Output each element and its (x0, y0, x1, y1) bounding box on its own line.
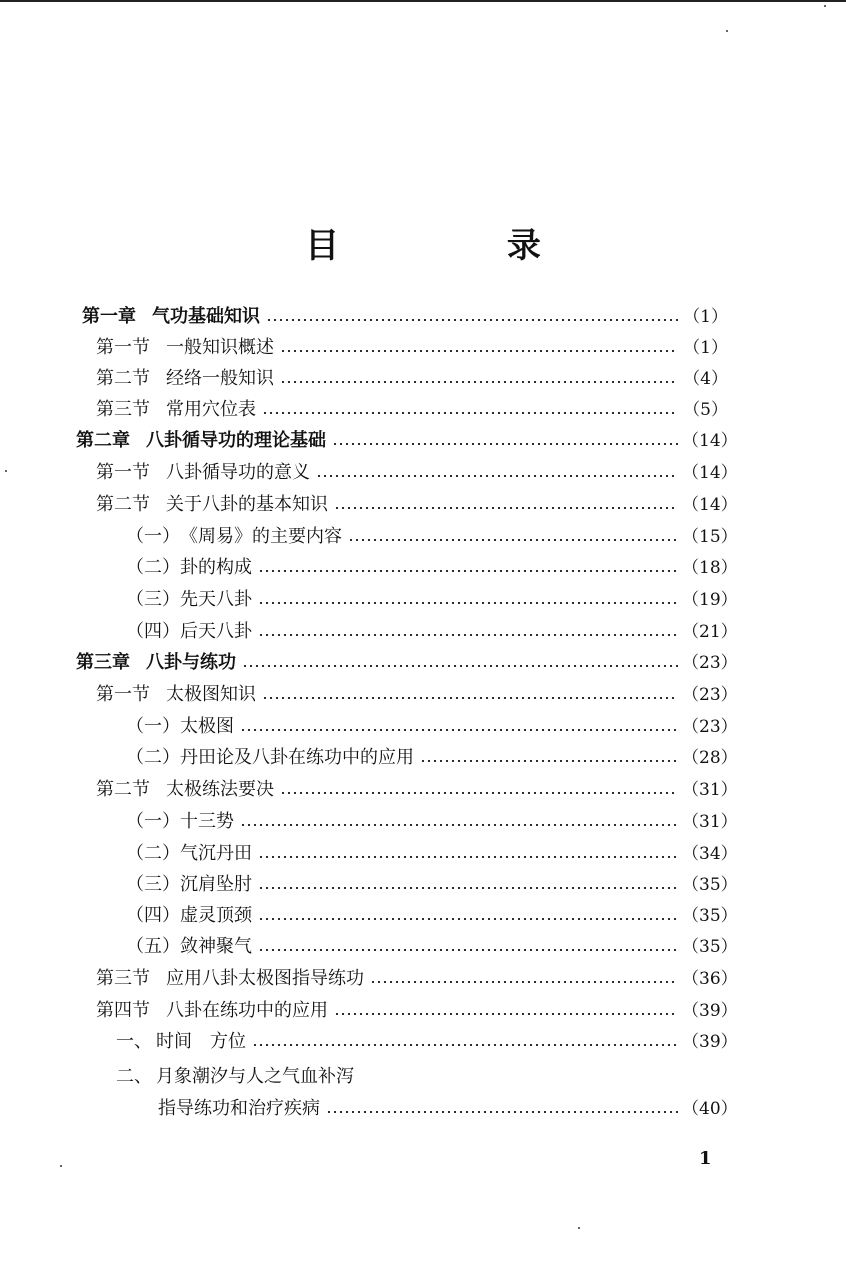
dot-leader (334, 507, 678, 509)
toc-entry-number: 一、 (116, 1031, 152, 1052)
dot-leader (280, 792, 678, 794)
toc-entry-number: 第二节 (96, 779, 150, 800)
toc-entry (96, 490, 738, 520)
toc-entry-text: 经络一般知识 (166, 368, 274, 389)
toc-page-number: （31） (682, 812, 738, 832)
dot-leader (420, 760, 678, 762)
toc-page-number: （36） (682, 969, 738, 989)
toc-entry-text: 后天八卦 (180, 621, 252, 642)
dot-leader (242, 665, 678, 667)
dot-leader (258, 856, 678, 858)
toc-entry-label (96, 364, 274, 394)
toc-entry-number: 第三节 (96, 968, 150, 989)
toc-entry-label (82, 302, 260, 332)
scan-speck (5, 470, 7, 472)
dot-leader (262, 412, 678, 414)
toc-page-number: （40） (682, 1099, 738, 1119)
dot-leader (258, 570, 678, 572)
toc-entry-number: 第三章 (76, 652, 130, 673)
toc-entry-label (76, 648, 236, 678)
toc-page-number: （39） (682, 1001, 738, 1021)
toc-entry-text: 卦的构成 (180, 557, 252, 578)
toc-entry-label (96, 964, 364, 994)
toc-entry-label (116, 1027, 246, 1057)
toc-page-number: （31） (682, 780, 738, 800)
toc-entry-label (126, 553, 252, 583)
toc-entry (126, 807, 738, 837)
toc-entry-number: （二） (126, 747, 180, 768)
toc-entry (96, 364, 728, 394)
toc-entry (126, 839, 738, 869)
toc-entry-number: 第一章 (82, 306, 136, 327)
toc-entry (96, 775, 738, 805)
scan-speck (824, 5, 826, 7)
dot-leader (258, 949, 678, 951)
dot-leader (348, 539, 678, 541)
page-title: 目 录 (305, 226, 619, 266)
dot-leader (258, 887, 678, 889)
toc-entry-text: 十三势 (180, 811, 234, 832)
toc-entry (126, 585, 738, 615)
toc-entry-number: 第二章 (76, 430, 130, 451)
toc-entry-text: 时间 方位 (156, 1031, 246, 1052)
toc-entry-number: 第二节 (96, 494, 150, 515)
dot-leader (334, 1013, 678, 1015)
toc-entry-number: 第四节 (96, 1000, 150, 1021)
toc-entry-label (96, 458, 310, 488)
toc-entry-label (126, 617, 252, 647)
toc-page-number: （23） (682, 685, 738, 705)
toc-entry-text: 指导练功和治疗疾病 (158, 1098, 320, 1119)
dot-leader (332, 443, 678, 445)
toc-page-number: （15） (682, 527, 738, 547)
toc-entry (126, 617, 738, 647)
toc-entry-text: 敛神聚气 (180, 936, 252, 957)
toc-entry-text: 关于八卦的基本知识 (166, 494, 328, 515)
toc-entry-number: （一） (126, 526, 180, 547)
toc-entry-number: （一） (126, 811, 180, 832)
toc-entry (126, 932, 738, 962)
toc-page-number: （5） (683, 400, 728, 420)
toc-entry (126, 712, 738, 742)
toc-entry-label (76, 426, 326, 456)
toc-page-number: （21） (682, 622, 738, 642)
toc-entry-label (126, 932, 252, 962)
toc-entry (96, 395, 728, 425)
toc-entry-label (126, 585, 252, 615)
dot-leader (240, 729, 678, 731)
toc-entry-number: （二） (126, 843, 180, 864)
toc-entry-text: 气功基础知识 (152, 306, 260, 327)
toc-entry-text: 八卦与练功 (146, 652, 236, 673)
toc-entry (96, 964, 738, 994)
toc-entry-label (126, 839, 252, 869)
toc-page-number: （39） (682, 1032, 738, 1052)
toc-entry-label (126, 522, 342, 552)
toc-page-number: （19） (682, 590, 738, 610)
toc-entry (126, 870, 738, 900)
scan-speck (726, 30, 728, 32)
toc-entry-label (96, 680, 256, 710)
toc-page-number: （35） (682, 906, 738, 926)
toc-entry-number: （五） (126, 936, 180, 957)
toc-entry (116, 1062, 728, 1092)
toc-page-number: （14） (682, 463, 738, 483)
toc-entry (158, 1094, 738, 1124)
toc-entry-number: （四） (126, 621, 180, 642)
toc-entry-text: 常用穴位表 (166, 399, 256, 420)
toc-entry-number: （一） (126, 716, 180, 737)
toc-entry-text: 太极练法要决 (166, 779, 274, 800)
scan-speck (60, 1165, 62, 1167)
toc-entry-number: 第一节 (96, 337, 150, 358)
toc-page-number: （18） (682, 558, 738, 578)
toc-entry-label (96, 395, 256, 425)
toc-entry-label (158, 1094, 320, 1124)
toc-entry-label (96, 490, 328, 520)
toc-page-number: （14） (682, 495, 738, 515)
toc-entry (126, 743, 738, 773)
dot-leader (360, 1079, 678, 1081)
toc-entry-label (126, 743, 414, 773)
toc-entry (96, 333, 728, 363)
dot-leader (370, 981, 678, 983)
toc-page-number: （1） (683, 307, 728, 327)
dot-leader (316, 475, 678, 477)
toc-entry-label (126, 870, 252, 900)
dot-leader (266, 319, 678, 321)
dot-leader (252, 1044, 678, 1046)
toc-entry-number: 第一节 (96, 462, 150, 483)
dot-leader (240, 824, 678, 826)
toc-entry-text: 《周易》的主要内容 (180, 526, 342, 547)
toc-entry (96, 680, 738, 710)
dot-leader (280, 350, 678, 352)
dot-leader (280, 381, 678, 383)
dot-leader (258, 602, 678, 604)
toc-entry-text: 一般知识概述 (166, 337, 274, 358)
toc-entry (96, 996, 738, 1026)
dot-leader (258, 918, 678, 920)
toc-page-number: （35） (682, 937, 738, 957)
toc-entry (126, 522, 738, 552)
toc-entry-number: （四） (126, 905, 180, 926)
toc-entry (76, 648, 738, 678)
dot-leader (262, 697, 678, 699)
toc-page-number: （4） (683, 369, 728, 389)
toc-entry-label (96, 996, 328, 1026)
toc-page-number: （14） (682, 431, 738, 451)
toc-entry-text: 丹田论及八卦在练功中的应用 (180, 747, 414, 768)
toc-entry-label (126, 901, 252, 931)
dot-leader (326, 1111, 678, 1113)
toc-entry (126, 901, 738, 931)
dot-leader (258, 634, 678, 636)
toc-entry (126, 553, 738, 583)
toc-page-number: （28） (682, 748, 738, 768)
toc-page-number: （34） (682, 844, 738, 864)
toc-entry-number: 二、 (116, 1066, 152, 1087)
toc-entry-label (96, 333, 274, 363)
toc-entry-text: 沉肩坠肘 (180, 874, 252, 895)
toc-entry-text: 八卦循导功的意义 (166, 462, 310, 483)
toc-page-number: （35） (682, 875, 738, 895)
toc-entry-number: 第三节 (96, 399, 150, 420)
toc-entry-text: 八卦循导功的理论基础 (146, 430, 326, 451)
toc-entry-number: （三） (126, 589, 180, 610)
toc-entry-text: 气沉丹田 (180, 843, 252, 864)
toc-entry (82, 302, 728, 332)
toc-page-number: （1） (683, 338, 728, 358)
toc-entry-label (126, 712, 234, 742)
toc-entry-label (96, 775, 274, 805)
toc-entry-label (126, 807, 234, 837)
toc-entry-text: 先天八卦 (180, 589, 252, 610)
page-number: 1 (699, 1148, 712, 1169)
scan-speck (578, 1227, 580, 1229)
toc-entry (116, 1027, 738, 1057)
toc-page-number: （23） (682, 717, 738, 737)
toc-entry-text: 八卦在练功中的应用 (166, 1000, 328, 1021)
toc-entry-text: 太极图 (180, 716, 234, 737)
toc-page-number: （23） (682, 653, 738, 673)
toc-entry-number: （三） (126, 874, 180, 895)
toc-entry (76, 426, 738, 456)
toc-entry-label (116, 1062, 354, 1092)
toc-entry-number: 第二节 (96, 368, 150, 389)
toc-entry-number: （二） (126, 557, 180, 578)
toc-entry-text: 应用八卦太极图指导练功 (166, 968, 364, 989)
toc-entry-text: 月象潮汐与人之气血补泻 (156, 1066, 354, 1087)
toc-entry-text: 太极图知识 (166, 684, 256, 705)
toc-entry (96, 458, 738, 488)
toc-entry-number: 第一节 (96, 684, 150, 705)
toc-entry-text: 虚灵顶颈 (180, 905, 252, 926)
